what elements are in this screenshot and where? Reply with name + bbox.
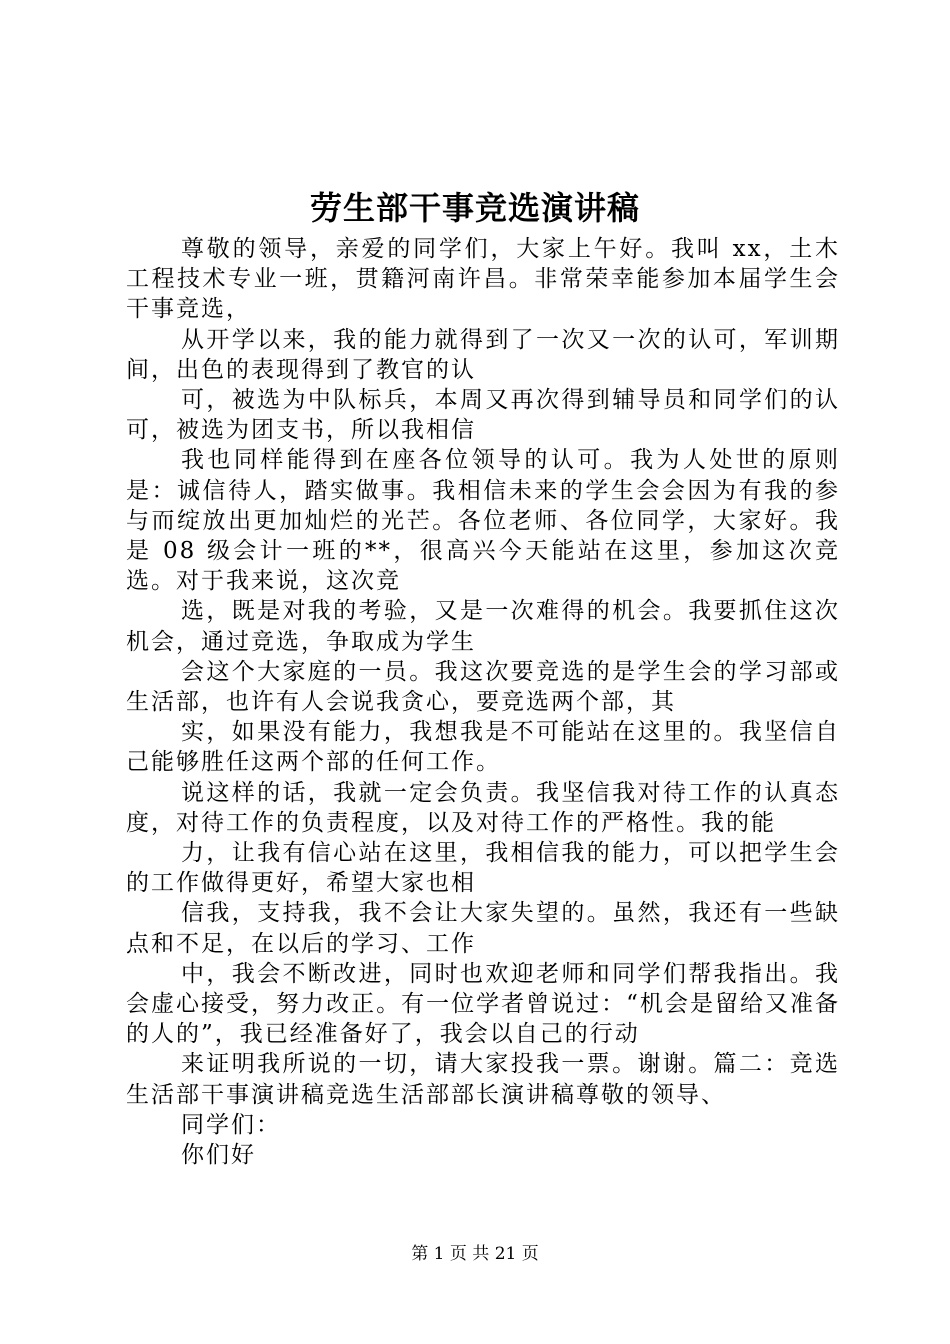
paragraph: 选，既是对我的考验，又是一次难得的机会。我要抓住这次机会，通过竞选，争取成为学生 [126, 598, 840, 655]
paragraph: 实，如果没有能力，我想我是不可能站在这里的。我坚信自己能够胜任这两个部的任何工作。 [126, 719, 840, 776]
paragraph: 同学们： [181, 1111, 281, 1138]
paragraph: 中，我会不断改进，同时也欢迎老师和同学们帮我指出。我会虚心接受，努力改正。有一位学者曾说过：“机会是留给又准备的人的”，我已经准备好了，我会以自己的行动 [126, 960, 840, 1048]
paragraph: 会这个大家庭的一员。我这次要竞选的是学生会的学习部或生活部，也许有人会说我贪心，要竞选两个部，其 [126, 658, 840, 716]
paragraph: 来证明我所说的一切，请大家投我一票。谢谢。篇二：竞选生活部干事演讲稿竞选生活部部长演讲稿尊敬的领导、 [126, 1051, 840, 1108]
page-footer: 第 1 页 共 21 页 [411, 1244, 539, 1264]
paragraph: 我也同样能得到在座各位领导的认可。我为人处世的原则是：诚信待人，踏实做事。我相信未来的学生会会因为有我的参与而绽放出更加灿烂的光芒。各位老师、各位同学，大家好。我是 08 级会计一班的**，很高兴今天能站在这里，参加这次竞选。对于我来说，这次竞 [126, 447, 840, 595]
paragraph: 尊敬的领导，亲爱的同学们，大家上午好。我叫 xx，土木工程技术专业一班，贯籍河南许昌。非常荣幸能参加本届学生会干事竞选， [126, 236, 840, 323]
paragraph: 可，被选为中队标兵，本周又再次得到辅导员和同学们的认可，被选为团支书，所以我相信 [126, 387, 840, 444]
paragraph: 从开学以来，我的能力就得到了一次又一次的认可，军训期间，出色的表现得到了教官的认 [126, 326, 840, 383]
paragraph: 你们好 [181, 1142, 256, 1169]
paragraph: 力，让我有信心站在这里，我相信我的能力，可以把学生会的工作做得更好，希望大家也相 [126, 840, 840, 897]
paragraph: 说这样的话，我就一定会负责。我坚信我对待工作的认真态度，对待工作的负责程度，以及对待工作的严格性。我的能 [126, 779, 840, 836]
paragraph: 信我，支持我，我不会让大家失望的。虽然，我还有一些缺点和不足，在以后的学习、工作 [126, 900, 840, 957]
document-body [126, 234, 840, 1170]
document-title: 劳生部干事竞选演讲稿 [309, 189, 640, 227]
